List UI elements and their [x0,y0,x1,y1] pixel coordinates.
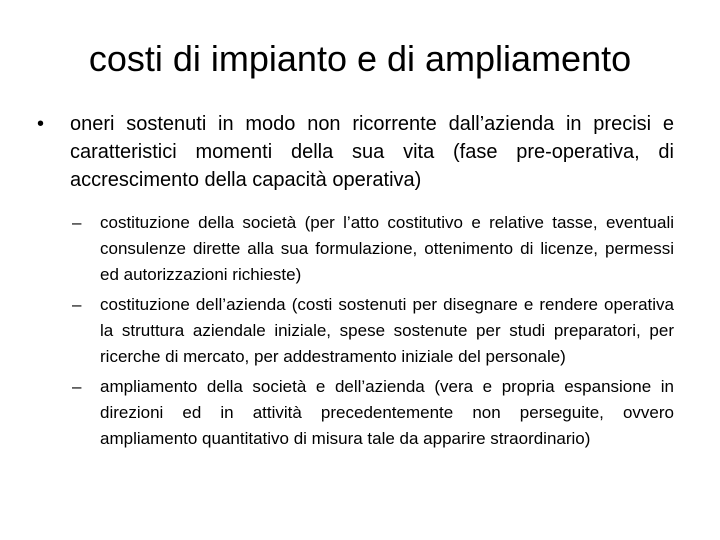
sub-bullet-list [34,210,674,452]
sub-bullet-text: ampliamento della società e dell’azienda (vera e propria espansione in direzioni ed in attività precedentemente non perseguite, ovvero ampliamento quantitativo di misura tale da apparire straordinario) [100,377,674,448]
sub-bullet-costituzione-societa [70,210,674,288]
main-bullet-text: oneri sostenuti in modo non ricorrente dall’azienda in precisi e caratteristici momenti della sua vita (fase pre-operativa, di accrescimento della capacità operativa) [70,113,674,191]
bullet-marker: • [37,113,45,135]
slide-title: costi di impianto e di ampliamento [88,38,632,79]
dash-marker: – [72,377,82,396]
sub-bullet-text: costituzione della società (per l’atto costitutivo e relative tasse, eventuali consulenze dirette alla sua formulazione, ottenimento di licenze, permessi ed autorizzazioni richieste) [100,213,674,284]
sub-bullet-costituzione-azienda [70,292,674,370]
main-bullet [34,110,674,194]
dash-marker: – [72,213,82,232]
slide-body [34,110,674,456]
dash-marker: – [72,295,82,314]
sub-bullet-text: costituzione dell’azienda (costi sostenuti per disegnare e rendere operativa la struttura aziendale iniziale, spese sostenute per studi preparatori, per ricerche di mercato, per addestramento iniziale del personale) [100,295,674,366]
sub-bullet-ampliamento [70,374,674,452]
